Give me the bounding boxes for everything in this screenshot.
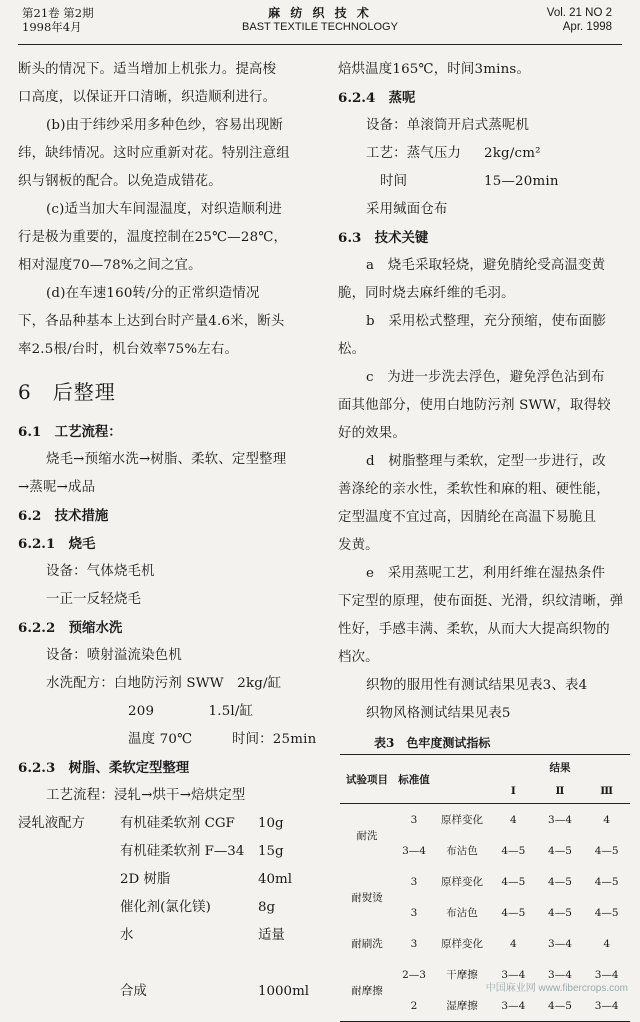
journal-title-zh: 麻 纺 织 技 术 <box>268 6 372 20</box>
result-value: 4 <box>603 813 610 826</box>
process-flow-line: 烧毛→预缩水洗→树脂、柔软、定型整理 <box>46 452 287 467</box>
paragraph-line: 焙烘温度165℃，时间3mins。 <box>338 62 531 77</box>
test-kind: 原样变化 <box>441 814 483 826</box>
recipe-amount: 15g <box>258 844 284 859</box>
recipe-label: 浸轧液配方 <box>18 816 85 831</box>
paragraph-line: 好的效果。 <box>338 426 406 441</box>
test-kind: 原样变化 <box>441 876 483 888</box>
recipe-line <box>18 726 316 754</box>
recipe-total-row <box>18 978 316 1006</box>
paragraph-line: 定型温度不宜过高，因腈纶在高温下易脆且 <box>338 510 597 525</box>
result-value: 4 <box>603 937 610 950</box>
recipe-total-label: 合成 <box>120 984 147 999</box>
paragraph-line: (b)由于纬纱采用多种色纱，容易出现断 <box>46 118 284 133</box>
paragraph-line: 相对湿度70—78%之间之宜。 <box>18 258 202 273</box>
volume-issue: 第21卷 第2期 <box>22 6 94 20</box>
equipment-line: 设备：单滚筒开启式蒸呢机 <box>366 118 530 133</box>
steam-pressure-value: 2kg/cm² <box>484 146 541 161</box>
paragraph-line: b 采用松式整理，充分预缩，使布面膨 <box>366 314 606 329</box>
equipment-line: 设备：气体烧毛机 <box>46 564 155 579</box>
recipe-amount: 10g <box>258 816 284 831</box>
method-line: 一正一反轻烧毛 <box>46 592 142 607</box>
test-kind: 干摩擦 <box>446 969 478 981</box>
duration: 时间：25min <box>232 732 317 747</box>
test-item: 耐摩擦 <box>340 959 394 1022</box>
header-sample: Ⅰ <box>490 779 537 804</box>
recipe-row <box>18 838 316 866</box>
journal-title <box>230 6 410 34</box>
watermark: 中国麻业网 www.fibercrops.com <box>485 983 628 994</box>
standard-value: 2—3 <box>402 968 426 981</box>
recipe-item: 有机硅柔软剂 CGF <box>120 816 235 831</box>
page-header <box>0 0 640 44</box>
standard-value: 3 <box>410 875 418 888</box>
recipe-amount: 适量 <box>258 928 285 943</box>
issue-date-en: Apr. 1998 <box>562 21 612 33</box>
result-value: 4—5 <box>594 906 619 919</box>
subsection-heading: 6.3 技术关键 <box>338 230 429 246</box>
recipe-line: 209 1.5l/缸 <box>128 704 254 719</box>
recipe-row <box>18 922 316 950</box>
process-flow-line: 工艺流程：浸轧→烘干→焙烘定型 <box>46 788 246 803</box>
result-value: 4—5 <box>501 844 526 857</box>
result-value: 4—5 <box>501 906 526 919</box>
test-kind: 湿摩擦 <box>434 990 490 1022</box>
paragraph-line: 率2.5根/台时，机台效率75%左右。 <box>18 342 239 357</box>
process-line <box>338 140 628 168</box>
paragraph-line: 纬，缺纬情况。这时应重新对花。特别注意组 <box>18 146 290 161</box>
paragraph-line: e 采用蒸呢工艺，利用纤维在湿热条件 <box>366 566 606 581</box>
recipe-label <box>18 922 120 950</box>
issue-date: 1998年4月 <box>22 20 82 34</box>
result-value: 3—4 <box>490 990 537 1022</box>
volume-issue-en: Vol. 21 NO 2 <box>546 7 612 19</box>
paragraph-line: 口高度，以保证开口清晰，织造顺利进行。 <box>18 90 277 105</box>
section-heading: 6 后整理 <box>18 380 116 404</box>
test-kind: 布沾色 <box>446 907 478 919</box>
header-sample: Ⅱ <box>537 779 584 804</box>
result-value: 4—5 <box>501 875 526 888</box>
header-result: 结果 <box>490 755 630 780</box>
process-flow-line: →蒸呢→成品 <box>18 480 96 495</box>
test-item: 耐洗 <box>356 829 378 842</box>
recipe-item: 水 <box>120 928 134 943</box>
recipe-item: 催化剂(氯化镁) <box>120 900 211 915</box>
test-item: 耐熨烫 <box>351 891 383 904</box>
time-label: 时间 <box>380 174 408 189</box>
journal-title-en: BAST TEXTILE TECHNOLOGY <box>242 21 398 33</box>
result-value: 4 <box>509 937 517 950</box>
recipe-label <box>18 838 120 866</box>
result-value: 3—4 <box>548 968 572 981</box>
right-column <box>338 56 628 1022</box>
header-rule <box>18 44 622 45</box>
table-title: 表3 色牢度测试指标 <box>374 736 491 750</box>
recipe-total-value: 1000ml <box>258 984 310 999</box>
temperature: 温度 70℃ <box>128 732 193 747</box>
subsection-heading: 6.2.4 蒸呢 <box>338 90 416 106</box>
paragraph-line: 松。 <box>338 342 366 357</box>
result-value: 4—5 <box>548 875 572 888</box>
paragraph-line: 断头的情况下。适当增加上机张力。提高梭 <box>18 62 277 77</box>
recipe-amount: 8g <box>258 900 276 915</box>
paragraph-line: 性好，手感丰满、柔软，从而大大提高织物的 <box>338 622 610 637</box>
result-value: 4—5 <box>537 990 584 1022</box>
result-value: 4—5 <box>548 906 572 919</box>
result-value: 4—5 <box>548 844 572 857</box>
issue-info-en <box>547 6 612 34</box>
process-line: 采用缄面仓布 <box>366 202 448 217</box>
result-value: 3—4 <box>594 968 619 981</box>
equipment-line: 设备：喷射溢流染色机 <box>46 648 182 663</box>
header-standard: 标准值 <box>394 755 434 804</box>
recipe-amount: 40ml <box>258 872 293 887</box>
paragraph-line: 织物风格测试结果见表5 <box>366 706 511 721</box>
result-value: 3—4 <box>583 990 630 1022</box>
recipe-row <box>18 810 316 838</box>
subsection-heading: 6.2.1 烧毛 <box>18 536 96 552</box>
paragraph-line: 面其他部分，使用白地防污剂 SWW，取得较 <box>338 398 611 413</box>
paragraph-line: 织与钢板的配合。以免造成错花。 <box>18 174 222 189</box>
paragraph-line: (d)在车速160转/分的正常织造情况 <box>46 286 260 301</box>
result-value: 4 <box>509 813 517 826</box>
paragraph-line: 下，各品种基本上达到台时产量4.6米，断头 <box>18 314 285 329</box>
paragraph-line: 行是极为重要的，温度控制在25℃—28℃， <box>18 230 288 245</box>
paragraph-line: c 为进一步洗去浮色，避免浮色沾到布 <box>366 370 605 385</box>
header-sample: Ⅲ <box>583 779 630 804</box>
paragraph-line: 发黄。 <box>338 538 379 553</box>
subsection-heading: 6.2.2 预缩水洗 <box>18 620 123 636</box>
result-value: 4—5 <box>594 875 619 888</box>
header-item: 试验项目 <box>340 755 394 804</box>
left-column <box>18 56 316 1006</box>
process-line <box>338 168 628 196</box>
standard-value: 3—4 <box>402 844 426 857</box>
subsection-heading: 6.1 工艺流程： <box>18 424 122 440</box>
test-kind: 布沾色 <box>446 845 478 857</box>
recipe-row <box>18 894 316 922</box>
time-value: 15—20min <box>484 174 559 189</box>
padding-liquor-recipe <box>18 810 316 1006</box>
paragraph-line: 织物的服用性有测试结果见表3、表4 <box>366 678 588 693</box>
recipe-item: 2D 树脂 <box>120 872 171 887</box>
standard-value: 3 <box>410 937 418 950</box>
result-value: 3—4 <box>548 813 572 826</box>
paragraph-line: a 烧毛采取轻烧，避免腈纶受高温变黄 <box>366 258 606 273</box>
paragraph-line: 下定型的原理，使布面挺、光滑，织纹清晰，弹 <box>338 594 624 609</box>
test-item: 耐刷洗 <box>351 938 383 950</box>
recipe-row <box>18 866 316 894</box>
table-row <box>340 928 630 959</box>
standard-value: 2 <box>394 990 434 1022</box>
paragraph-line: 脆，同时烧去麻纤维的毛羽。 <box>338 286 515 301</box>
result-value: 4—5 <box>594 844 619 857</box>
result-value: 3—4 <box>501 968 526 981</box>
table-row <box>340 866 630 897</box>
table-header-row <box>340 755 630 780</box>
result-value: 3—4 <box>548 937 572 950</box>
recipe-line: 水洗配方：白地防污剂 SWW 2kg/缸 <box>46 676 282 691</box>
subsection-heading: 6.2.3 树脂、柔软定型整理 <box>18 760 190 776</box>
paragraph-line: (c)适当加大车间湿温度，对织造顺利进 <box>46 202 282 217</box>
standard-value: 3 <box>410 813 418 826</box>
steam-pressure-label: 工艺：蒸气压力 <box>366 146 462 161</box>
test-kind: 原样变化 <box>441 938 483 950</box>
recipe-item: 有机硅柔软剂 F—34 <box>120 844 245 859</box>
paragraph-line: 善涤纶的亲水性，柔软性和麻的粗、硬性能， <box>338 482 610 497</box>
standard-value: 3 <box>410 906 418 919</box>
recipe-label <box>18 866 120 894</box>
subsection-heading: 6.2 技术措施 <box>18 508 109 524</box>
paragraph-line: d 树脂整理与柔软，定型一步进行，改 <box>366 454 606 469</box>
paragraph-line: 档次。 <box>338 650 379 665</box>
table-row <box>340 804 630 836</box>
recipe-label <box>18 894 120 922</box>
issue-info <box>22 6 94 34</box>
